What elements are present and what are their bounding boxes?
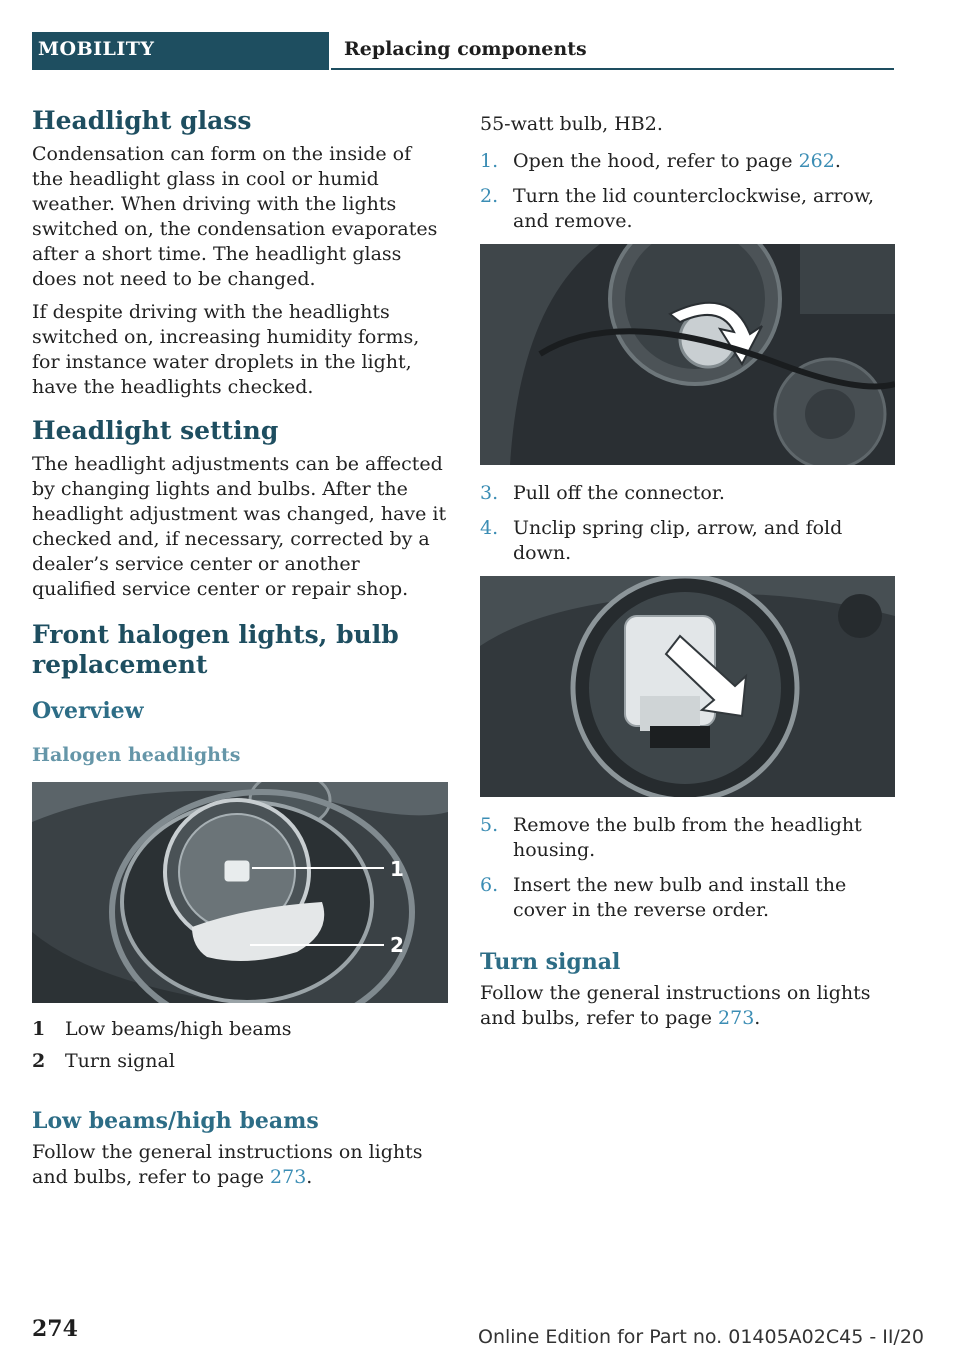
legend-item	[32, 1049, 448, 1074]
headlight-glass-paragraph-1: Condensation can form on the inside of the headlight glass in cool or humid weather. When driving with the lights switched on, the condensation evaporates after a short time. The headlight glass does not need to be changed.	[32, 143, 438, 290]
step-number: 5.	[480, 814, 499, 836]
step-number: 6.	[480, 874, 499, 896]
headlight-glass-heading: Headlight glass	[32, 106, 252, 135]
step-item: 5. Remove the bulb from the headlight housing.	[480, 814, 862, 861]
page-number: 274	[32, 1316, 78, 1342]
right-column	[480, 112, 895, 1039]
step-item: 3. Pull off the connector.	[480, 482, 725, 504]
turn-signal-heading: Turn signal	[480, 949, 621, 975]
callout-1: 1	[390, 857, 404, 881]
steps-list-1	[480, 149, 895, 234]
hood-lid-photo	[480, 244, 895, 465]
steps-list-2	[480, 481, 895, 566]
bulb-type-text: 55-watt bulb, HB2.	[480, 113, 663, 135]
headlight-legend	[32, 1017, 448, 1074]
halogen-headlight-diagram	[32, 782, 448, 1003]
step-item: 4. Unclip spring clip, arrow, and fold down.	[480, 517, 843, 564]
header-section: MOBILITY	[32, 32, 329, 70]
page-262-link[interactable]: 262	[798, 150, 835, 172]
turn-signal-paragraph: Follow the general instructions on lights and bulbs, refer to page 273.	[480, 982, 871, 1029]
legend-item	[32, 1017, 448, 1042]
halogen-headlights-heading: Halogen headlights	[32, 744, 241, 766]
left-column	[32, 106, 448, 1198]
front-halogen-heading: Front halogen lights, bulb replacement	[32, 620, 399, 679]
overview-heading: Overview	[32, 698, 144, 724]
page-273-link[interactable]: 273	[270, 1166, 307, 1188]
step-number: 4.	[480, 517, 499, 539]
low-beams-paragraph: Follow the general instructions on lights and bulbs, refer to page 273.	[32, 1141, 423, 1188]
step-item: 1. Open the hood, refer to page 262.	[480, 150, 841, 172]
edition-text: Online Edition for Part no. 01405A02C45 - II/20	[478, 1326, 925, 1348]
step-item: 6. Insert the new bulb and install the cover in the reverse order.	[480, 874, 847, 921]
steps-list-3	[480, 813, 895, 923]
legend-number: 1	[32, 1018, 46, 1040]
low-beams-heading: Low beams/high beams	[32, 1108, 319, 1134]
step-number: 3.	[480, 482, 499, 504]
headlight-setting-paragraph: The headlight adjustments can be affected by changing lights and bulbs. After the headlight adjustment was changed, have it checked and, if necessary, corrected by a dealer’s service center or another qualified service center or repair shop.	[32, 453, 447, 600]
legend-label: Turn signal	[65, 1050, 175, 1072]
legend-label: Low beams/high beams	[65, 1018, 292, 1040]
headlight-glass-paragraph-2: If despite driving with the headlights switched on, increasing humidity forms, for instance water droplets in the light, have the headlights checked.	[32, 301, 420, 398]
step-number: 2.	[480, 185, 499, 207]
step-item: 2. Turn the lid counterclockwise, arrow, and remove.	[480, 185, 874, 232]
page-273-link[interactable]: 273	[718, 1007, 755, 1029]
callout-2: 2	[390, 933, 404, 957]
legend-number: 2	[32, 1050, 46, 1072]
step-number: 1.	[480, 150, 499, 172]
spring-clip-photo	[480, 576, 895, 797]
headlight-setting-heading: Headlight setting	[32, 416, 279, 445]
header-title: Replacing components	[331, 32, 894, 70]
